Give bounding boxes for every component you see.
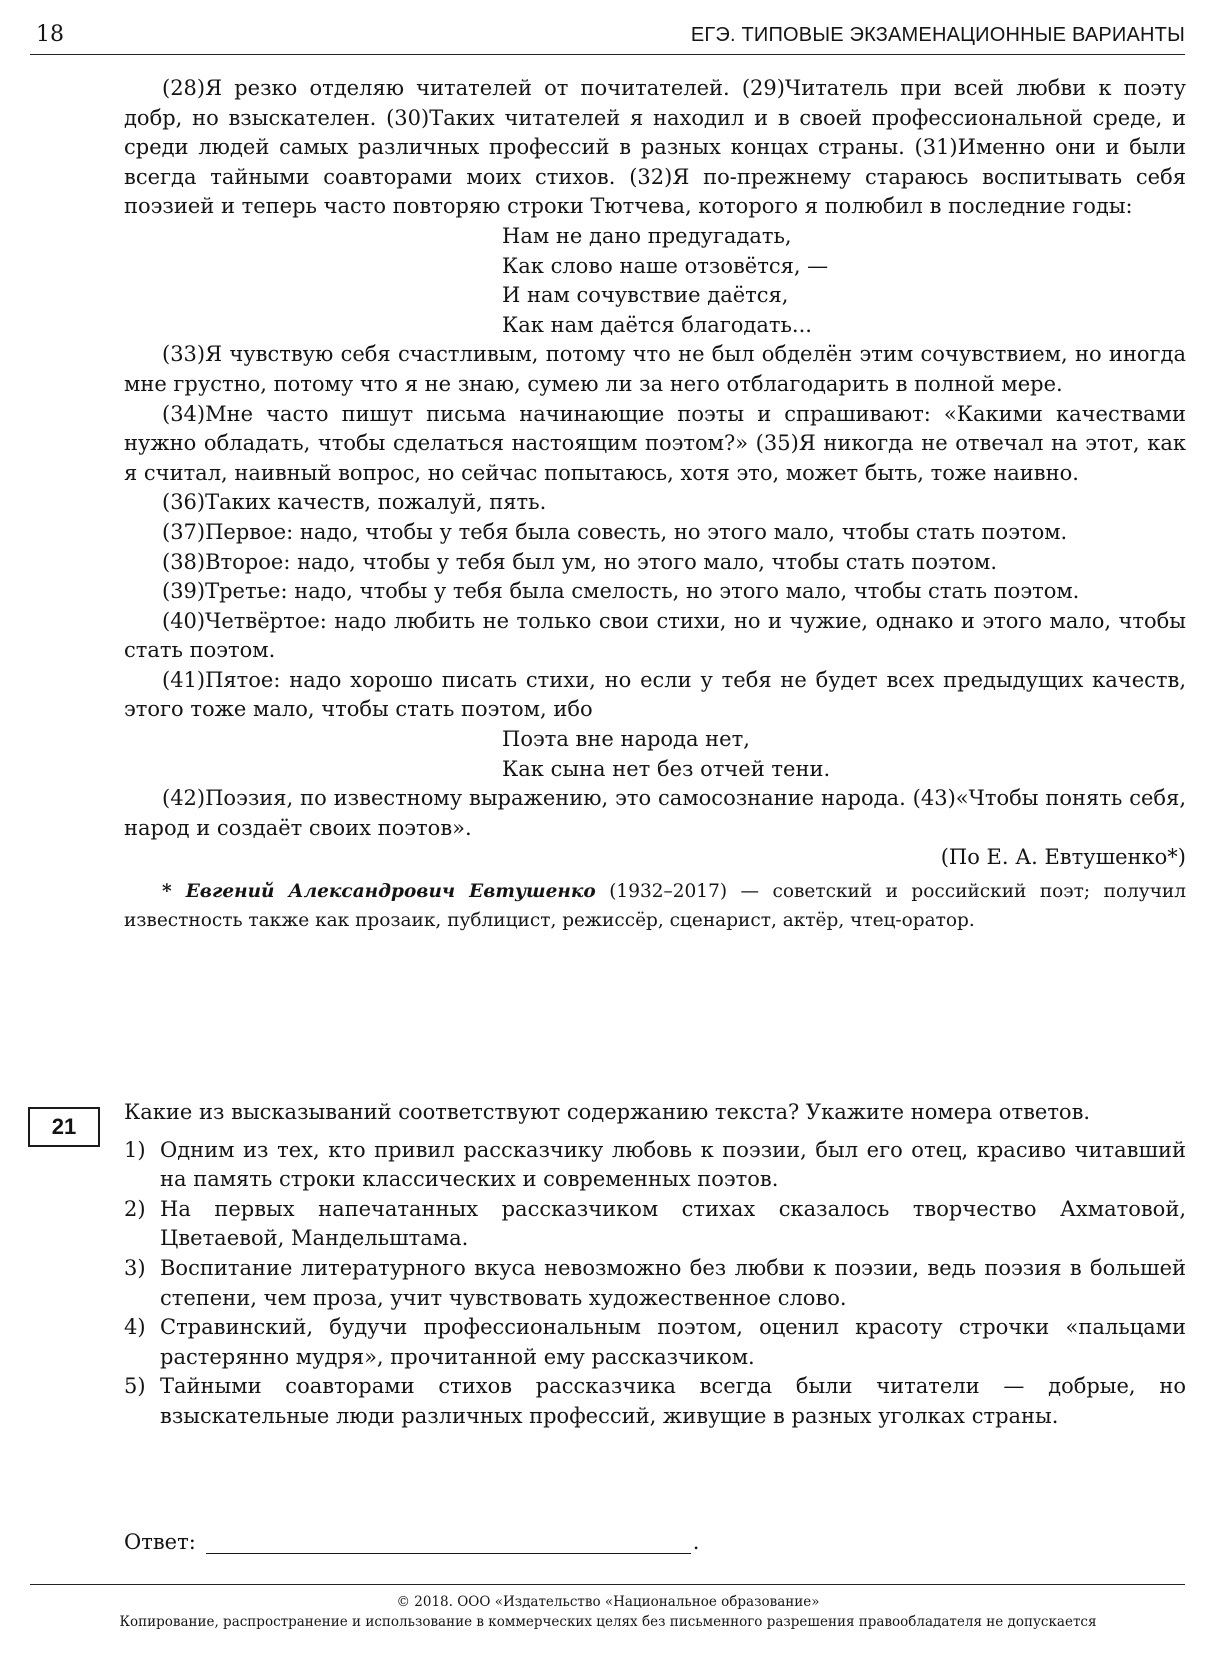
page-number: 18 — [36, 22, 64, 47]
paragraph-28-32: (28)Я резко отделяю читателей от почитателей. (29)Читатель при всей любви к поэту добр, но взыскателен. (30)Таких читателей я находил и в своей профессиональной среде, и среди людей самых различных профессий в разных концах страны. (31)Именно они и были всегда тайными соавторами моих стихов. (32)Я по-прежнему стараюсь воспитывать себя поэзией и теперь часто повторяю строки Тютчева, которого я полюбил в последние годы: — [124, 76, 1186, 219]
poem-line: И нам сочувствие даётся, — [502, 283, 789, 308]
poem-tyutchev — [124, 222, 1186, 340]
paragraph-42-43: (42)Поэзия, по известному выражению, это самосознание народа. (43)«Чтобы понять себя, народ и создаёт своих поэтов». — [124, 786, 1186, 840]
option-number: 5) — [124, 1374, 146, 1399]
option-text: На первых напечатанных рассказчиком стихах сказалось творчество Ахматовой, Цветаевой, Мандельштама. — [160, 1196, 1186, 1251]
task-number-box: 21 — [28, 1107, 100, 1147]
footnote — [124, 877, 1186, 935]
poem-line: Нам не дано предугадать, — [502, 223, 792, 248]
poem-line: Как слово наше отзовётся, — — [502, 253, 829, 278]
poem-quote — [124, 725, 1186, 784]
answer-field[interactable] — [206, 1529, 691, 1554]
poem-line: Как нам даётся благодать... — [502, 312, 812, 337]
attribution: (По Е. А. Евтушенко*) — [940, 845, 1186, 870]
option-number: 4) — [124, 1315, 146, 1340]
option-text: Воспитание литературного вкуса невозможно без любви к поэзии, ведь поэзия в большей степени, чем проза, учит чувствовать художественное слово. — [160, 1255, 1186, 1310]
paragraph-34-35: (34)Мне часто пишут письма начинающие поэты и спрашивают: «Какими качествами нужно обладать, чтобы сделаться настоящим поэтом?» (35)Я никогда не отвечал на этот, как я считал, наивный вопрос, но сейчас попытаюсь, хотя это, может быть, тоже наивно. — [124, 401, 1186, 485]
option-1 — [124, 1136, 1186, 1195]
option-number: 2) — [124, 1196, 146, 1221]
footer-rights: Копирование, распространение и использование в коммерческих целях без письменного разрешения правообладателя не допускается — [119, 1614, 1097, 1630]
task-question: Какие из высказываний соответствуют содержанию текста? Укажите номера ответов. — [124, 1100, 1091, 1124]
footer-copyright: © 2018. ООО «Издательство «Национальное образование» — [396, 1594, 820, 1610]
paragraph-39: (39)Третье: надо, чтобы у тебя была смелость, но этого мало, чтобы стать поэтом. — [162, 579, 1080, 604]
option-4 — [124, 1313, 1186, 1372]
paragraph-40: (40)Четвёртое: надо любить не только свои стихи, но и чужие, однако и этого мало, чтобы стать поэтом. — [124, 608, 1186, 663]
answer-options — [124, 1136, 1186, 1432]
answer-row — [124, 1529, 699, 1554]
footer-divider — [30, 1584, 1185, 1585]
paragraph-36: (36)Таких качеств, пожалуй, пять. — [162, 490, 547, 515]
option-number: 3) — [124, 1255, 146, 1280]
paragraph-37: (37)Первое: надо, чтобы у тебя была совесть, но этого мало, чтобы стать поэтом. — [162, 519, 1068, 544]
reading-text — [124, 74, 1186, 935]
footnote-text: (1932–2017) — советский и российский поэт; получил известность также как прозаик, публицист, режиссёр, сценарист, актёр, чтец-оратор. — [124, 881, 1187, 932]
page-header — [30, 20, 1185, 55]
option-text: Тайными соавторами стихов рассказчика всегда были читатели — добрые, но взыскательные люди различных профессий, живущие в разных уголках страны. — [160, 1374, 1186, 1428]
poem-line: Поэта вне народа нет, — [502, 727, 750, 752]
running-title: ЕГЭ. ТИПОВЫЕ ЭКЗАМЕНАЦИОННЫЕ ВАРИАНТЫ — [690, 24, 1185, 46]
option-text: Одним из тех, кто привил рассказчику любовь к поэзии, был его отец, красиво читавший на память строки классических и современных поэтов. — [160, 1137, 1186, 1192]
paragraph-41: (41)Пятое: надо хорошо писать стихи, но если у тебя не будет всех предыдущих качеств, этого тоже мало, чтобы стать поэтом, ибо — [124, 667, 1186, 722]
option-number: 1) — [124, 1137, 146, 1162]
option-5 — [124, 1372, 1186, 1431]
paragraph-33: (33)Я чувствую себя счастливым, потому что не был обделён этим сочувствием, но иногда мне грустно, потому что я не знаю, сумею ли за него отблагодарить в полной мере. — [124, 342, 1186, 396]
footnote-name: * Евгений Александрович Евтушенко — [162, 881, 596, 903]
option-text: Стравинский, будучи профессиональным поэтом, оценил красоту строчки «пальцами растерянно мудря», прочитанной ему рассказчиком. — [160, 1315, 1186, 1369]
answer-end: . — [692, 1530, 700, 1554]
option-3 — [124, 1254, 1186, 1313]
answer-label: Ответ: — [124, 1530, 196, 1554]
poem-line: Как сына нет без отчей тени. — [502, 756, 831, 781]
task-21 — [124, 1098, 1186, 1432]
option-2 — [124, 1195, 1186, 1254]
paragraph-38: (38)Второе: надо, чтобы у тебя был ум, но этого мало, чтобы стать поэтом. — [162, 549, 998, 574]
